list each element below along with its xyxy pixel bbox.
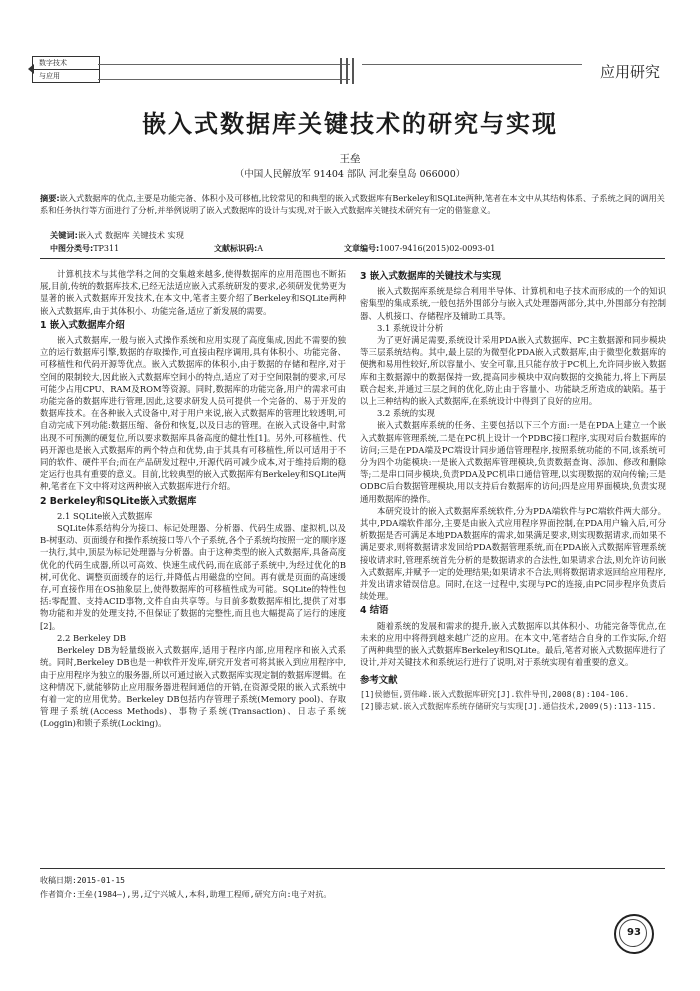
keywords <box>50 230 184 241</box>
author-name: 王垒 <box>339 153 361 165</box>
section-1-heading: 1 嵌入式数据库介绍 <box>40 319 125 331</box>
header-rule-lower <box>98 79 350 80</box>
section-3-2-paragraph: 嵌入式数据库系统的任务、主要包括以下三个方面:一是在PDA上建立一个嵌入式数据库管理系统,二是在PC机上设计一个PDBC接口程序,实现对后台数据库的访问;三是在PDA端及PC端设计同步通信管理程序,按照系统功能的不同,该系统可分为四个功能模块:一是嵌入式数据库管理模块,负责数据查询、添加、修改和删除等;二是串口同步模块,负责PDA及PC机串口通信管理,以实现数据的双向传输;三是ODBC后台数据管理模块,用以支持后台数据库的访问;四是应用界面模块,负责实现通用数据库的操作。 <box>360 420 666 504</box>
section-2-2-paragraph: Berkeley DB为轻量级嵌入式数据库,适用于程序内部,应用程序和嵌入式系统。同时,Berkeley DB也是一种软件开发库,研究开发者可将其嵌入到应用程序中,由于应用程序为独立的服务器,所以可通过嵌入式数据库实现定制的数据库逻辑。在这种情况下,就能够防止应用服务器进程间通信的开销,在资源受限的嵌入式系统中有着一定的应用优势。Berkeley DB包括内存管理子系统(Memory pool)、存取管理子系统(Access Methods)、事物子系统(Transaction)、日志子系统(Loggin)和锁子系统(Locking)。 <box>40 645 346 729</box>
journal-logo <box>32 56 100 82</box>
section-3-1-heading: 3.1 系统设计分析 <box>377 322 444 333</box>
article-title: 嵌入式数据库关键技术的研究与实现 <box>142 109 558 138</box>
article-number: 文章编号:1007-9416(2015)02-0093-01 <box>344 244 496 253</box>
left-column <box>40 268 346 730</box>
section-3-2-heading: 3.2 系统的实现 <box>377 408 435 419</box>
section-3-1-paragraph: 为了更好满足需要,系统设计采用PDA嵌入式数据库、PC主数据源和同步模块等三层系统结构。其中,最上层的为微型化PDA嵌入式数据库,由于微型化数据库的便携和易用性较好,所以容量小、安全可靠,且只能存放于PC机上,允许同步嵌入数据库和主数据源中的数据保持一致,提高同步模块中双向数据的交换能力,将上下两层联合起来,并通过三层之间的优化,防止由于容量小、功能缺乏所造成的缺陷。基于以上三种结构的嵌入式数据库,在系统设计中得到了良好的应用。 <box>360 335 666 407</box>
clc-number: 中图分类号:TP311 <box>50 244 120 253</box>
section-1-paragraph: 嵌入式数据库,一般与嵌入式操作系统和应用实现了高度集成,因此不需要的独立的运行数据库引擎,数据的存取操作,可直接由程序调用,具有体积小、功能完备、可移植性和代码开源等优点。嵌入式数据库的体积小,由于数据的存储和程序,对于空间的限制较大,因此嵌入式数据库空间小的特点,适应了对于空间限制的要求,可尽可能少占用CPU、RAM及ROM等资源。同时,数据库的功能完备,用户的需求可由功能完备的数据库进行管理,因此,这要求研发人员可提供一个完备的、易于开发的数据库技术。在各种嵌入式设备中,对于用户来说,嵌入式数据库的管理比较透明,可自动完成下列功能:数据压缩、备份和恢复,以及日志的管理。在嵌入式设备中,时常出现不可预测的硬复位,所以要求数据库具备高度的健壮性[1]。另外,可移植性、代码开源也是嵌入式数据库的两个特点和优势,由于其具有可移植性,所以可适用于不同的软件、硬件平台;而在产品研发过程中,开源代码可减少成本,对于维持后期的稳定运行也具有重要的意义。目前,比较典型的嵌入式数据库有Berkeley和SQLite两种,笔者在下文中将对这两种嵌入式数据库进行介绍。 <box>40 335 346 492</box>
section-2-heading: 2 Berkeley和SQLite嵌入式数据库 <box>40 495 197 507</box>
footer-rule <box>40 868 665 869</box>
author-affiliation: （中国人民解放军 91404 部队 河北秦皇岛 066000） <box>234 169 466 180</box>
page-number: 93 <box>627 927 641 938</box>
section-2-1-heading: 2.1 SQLite嵌入式数据库 <box>57 510 153 521</box>
keywords-label: 关键词: <box>50 230 78 240</box>
abstract <box>40 192 666 216</box>
document-code: 文献标识码:A <box>214 244 263 253</box>
section-4-paragraph: 随着系统的发展和需求的提升,嵌入式数据库以其体积小、功能完备等优点,在未来的应用中将得到越来越广泛的应用。在本文中,笔者结合自身的工作实际,介绍了两种典型的嵌入式数据库Berkeley和SQLite。最后,笔者对嵌入式数据库进行了设计,并对关键技术和系统运行进行了说明,对于系统实现有着重要的意义。 <box>360 620 666 668</box>
received-date: 收稿日期:2015-01-15 <box>40 876 125 885</box>
references-list <box>360 689 666 713</box>
header-rule <box>98 64 350 65</box>
header-bars-decoration <box>340 58 356 84</box>
section-2-2-heading: 2.2 Berkeley DB <box>57 632 127 643</box>
reference-item: [2]滕志斌.嵌入式数据库系统存储研究与实现[J].通信技术,2009(5):113-115. <box>360 701 657 711</box>
intro-paragraph: 计算机技术与其他学科之间的交集越来越多,使得数据库的应用范围也不断拓展,目前,传统的数据库技术,已经无法适应嵌入式系统研发的要求,必须研发优势更为显著的嵌入式数据库开发技术,在本文中,笔者主要介绍了Berkeley和SQLite两种嵌入式数据库,由于其体积小、功能完备,适应了新发展的需要。 <box>40 269 346 316</box>
page-number-badge <box>614 914 654 954</box>
right-column <box>360 268 666 713</box>
abstract-divider <box>40 258 665 259</box>
reference-item: [1]侯德恒,贾伟峰.嵌入式数据库研究[J].软件导刊,2008(8):104-106. <box>360 689 630 699</box>
section-4-heading: 4 结语 <box>360 605 389 617</box>
abstract-text: 嵌入式数据库的优点,主要是功能完备、体积小及可移植,比较常见的和典型的嵌入式数据库有Berkeley和SQLite两种,笔者在本文中从其结构体系、子系统之间的调用关系和任务执行等方面进行了分析,并举例说明了嵌入式数据库的设计与实现,对于嵌入式数据库关键技术研究有一定的借鉴意义。 <box>40 193 665 215</box>
references-heading: 参考文献 <box>360 674 398 686</box>
section-2-1-paragraph: SQLite体系结构分为接口、标记处理器、分析器、代码生成器、虚拟机,以及B-树驱动、页面缓存和操作系统接口等八个子系统,各个子系统均按照一定的顺序逐一执行,其中,顶层为标记处理器与分析器。由于这种类型的嵌入式数据库,具备高度优化的代码生成器,所以可高效、快速生成代码,而在底部子系统中,为经过优化的B树,可优化、调整页面缓存的运行,并降低占用磁盘的空间。再有就是页面的高速缓存,可直接作用在OS抽象层上,使得数据库的可移植性成为可能。SQLite的特性包括:零配置、支持ACID事物,文件自由共享等。与目前多数数据库相比,提供了对事物功能和并发的处理支持,不但保证了数据的完整性,而且也大幅提高了运行的速度[2]。 <box>40 523 346 631</box>
section-3-heading: 3 嵌入式数据库的关键技术与实现 <box>360 271 502 282</box>
section-label: 应用研究 <box>599 63 660 81</box>
logo-line1: 数字技术 <box>39 59 67 67</box>
logo-line2: 与应用 <box>39 72 60 80</box>
section-3-2-paragraph-2: 本研究设计的嵌入式数据库系统软件,分为PDA端软件与PC端软件两大部分。其中,PDA端软件部分,主要是由嵌入式应用程序界面控制,在PDA用户输入后,可分析数据是否可满足本地PDA数据库的需求,如果满足要求,则实现数据请求,而如果不满足要求,则将数据请求发回给PDA数据管理系统,而在PDA嵌入式数据库管理系统接收请求时,管理系统首先分析的是数据请求的合法性,如果请求合法,则允许访问嵌入式数据库,并赋予一定的处理结果;如果请求不合法,则将数据请求返回给应用程序,并发出请求错误信息。同时,在这一过程中,实现与PC的连接,由PC同步程序负责后续处理。 <box>360 505 666 602</box>
keywords-text: 嵌入式 数据库 关键技术 实现 <box>77 230 184 240</box>
section-3-paragraph: 嵌入式数据库系统是综合利用半导体、计算机和电子技术而形成的一个的知识密集型的集成系统,一般包括外围部分与嵌入式处理器两部分,其中,外围部分有控制器、人机接口、存储程序及辅助工具等。 <box>360 286 666 321</box>
author-bio: 作者简介:王垒(1984—),男,辽宁兴城人,本科,助理工程师,研究方向:电子对抗。 <box>40 890 332 899</box>
header-rule-right <box>362 64 582 65</box>
abstract-label: 摘要: <box>40 193 60 203</box>
